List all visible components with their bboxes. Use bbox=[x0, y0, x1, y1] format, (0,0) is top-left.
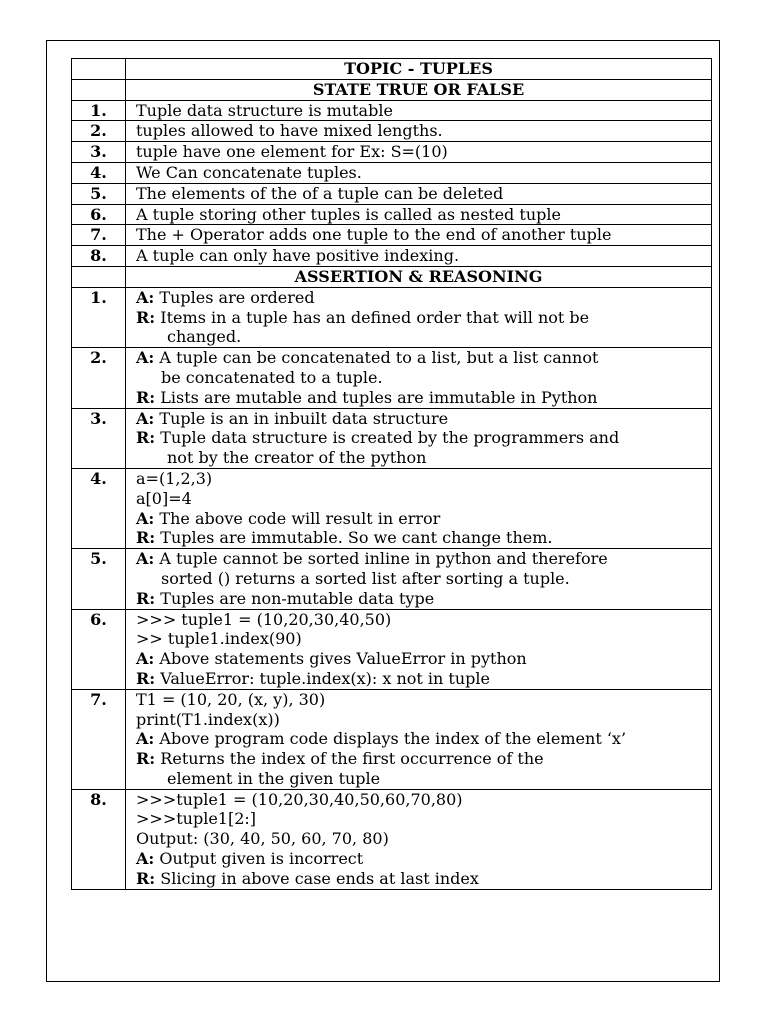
tf-row bbox=[72, 100, 712, 121]
topic-title: TOPIC - TUPLES bbox=[126, 59, 712, 80]
reason-text: Tuple data structure is created by the programmers and bbox=[160, 428, 620, 448]
tuples-worksheet-table bbox=[71, 58, 712, 890]
reason-line bbox=[136, 528, 707, 548]
ar-row-content bbox=[126, 348, 712, 408]
ar-section-heading: ASSERTION & REASONING bbox=[126, 266, 712, 287]
assertion-text: The above code will result in error bbox=[159, 508, 441, 528]
code-line: a[0]=4 bbox=[136, 488, 192, 508]
reason-tag: R: bbox=[136, 588, 156, 608]
ar-row-number: 2. bbox=[72, 348, 126, 408]
code-line: a=(1,2,3) bbox=[136, 468, 213, 488]
reason-line bbox=[136, 308, 707, 328]
assertion-text: Above statements gives ValueError in python bbox=[159, 649, 527, 669]
reason-line bbox=[136, 428, 707, 448]
tf-row bbox=[72, 183, 712, 204]
assertion-text: Output given is incorrect bbox=[159, 849, 364, 869]
ar-row-number: 3. bbox=[72, 408, 126, 468]
reason-tag: R: bbox=[136, 428, 156, 448]
assertion-line bbox=[136, 409, 707, 429]
topic-row bbox=[72, 59, 712, 80]
tf-heading-num-cell bbox=[72, 79, 126, 100]
ar-heading-row bbox=[72, 266, 712, 287]
assertion-text: Above program code displays the index of the element ‘x’ bbox=[159, 729, 627, 749]
reason-line bbox=[136, 749, 707, 769]
assertion-text-continued: sorted () returns a sorted list after sorting a tuple. bbox=[161, 568, 570, 588]
code-line: >>> tuple1 = (10,20,30,40,50) bbox=[136, 609, 392, 629]
tf-row-number: 1. bbox=[72, 100, 126, 121]
tf-row-number: 8. bbox=[72, 246, 126, 267]
reason-text: Slicing in above case ends at last index bbox=[160, 868, 479, 888]
assertion-line bbox=[136, 509, 707, 529]
code-line: >> tuple1.index(90) bbox=[136, 629, 302, 649]
assertion-tag: A: bbox=[136, 408, 155, 428]
reason-tag: R: bbox=[136, 868, 156, 888]
reason-tag: R: bbox=[136, 387, 156, 407]
ar-row bbox=[72, 348, 712, 408]
assertion-line bbox=[136, 288, 707, 308]
code-line: Output: (30, 40, 50, 60, 70, 80) bbox=[136, 829, 389, 849]
topic-num-cell bbox=[72, 59, 126, 80]
reason-line bbox=[136, 388, 707, 408]
assertion-line bbox=[136, 348, 707, 368]
assertion-text-continued: be concatenated to a tuple. bbox=[161, 367, 383, 387]
assertion-text: A tuple cannot be sorted inline in python and therefore bbox=[159, 549, 608, 569]
tf-row bbox=[72, 142, 712, 163]
ar-row-content bbox=[126, 609, 712, 689]
assertion-tag: A: bbox=[136, 348, 155, 368]
assertion-tag: A: bbox=[136, 508, 155, 528]
reason-tag: R: bbox=[136, 528, 156, 548]
assertion-line bbox=[136, 549, 707, 569]
tf-row-statement: A tuple storing other tuples is called as nested tuple bbox=[126, 204, 712, 225]
tf-heading-row bbox=[72, 79, 712, 100]
reason-text: Returns the index of the first occurrence of the bbox=[160, 749, 544, 769]
tf-row-number: 3. bbox=[72, 142, 126, 163]
tf-row-number: 6. bbox=[72, 204, 126, 225]
ar-row-content bbox=[126, 789, 712, 889]
code-line: print(T1.index(x)) bbox=[136, 709, 280, 729]
ar-row-content bbox=[126, 468, 712, 548]
assertion-tag: A: bbox=[136, 549, 155, 569]
ar-row-number: 6. bbox=[72, 609, 126, 689]
reason-tag: R: bbox=[136, 749, 156, 769]
code-line: T1 = (10, 20, (x, y), 30) bbox=[136, 689, 326, 709]
code-line: >>>tuple1[2:] bbox=[136, 809, 257, 829]
ar-row-number: 5. bbox=[72, 549, 126, 609]
assertion-line bbox=[136, 649, 707, 669]
ar-row-number: 1. bbox=[72, 287, 126, 347]
ar-row-content bbox=[126, 408, 712, 468]
reason-text: Items in a tuple has an defined order that will not be bbox=[160, 307, 590, 327]
reason-text: Tuples are non-mutable data type bbox=[160, 588, 435, 608]
ar-row-content bbox=[126, 689, 712, 789]
tf-row-number: 2. bbox=[72, 121, 126, 142]
ar-row bbox=[72, 287, 712, 347]
tf-row-statement: We Can concatenate tuples. bbox=[126, 162, 712, 183]
ar-row-number: 4. bbox=[72, 468, 126, 548]
reason-text-continued: element in the given tuple bbox=[167, 768, 381, 788]
ar-row-content bbox=[126, 287, 712, 347]
assertion-text: Tuples are ordered bbox=[159, 287, 315, 307]
tf-row-statement: Tuple data structure is mutable bbox=[126, 100, 712, 121]
assertion-line bbox=[136, 849, 707, 869]
reason-line bbox=[136, 589, 707, 609]
tf-row bbox=[72, 225, 712, 246]
tf-row-statement: tuples allowed to have mixed lengths. bbox=[126, 121, 712, 142]
tf-row-number: 7. bbox=[72, 225, 126, 246]
ar-heading-num-cell bbox=[72, 266, 126, 287]
code-line: >>>tuple1 = (10,20,30,40,50,60,70,80) bbox=[136, 789, 463, 809]
tf-row-statement: The elements of the of a tuple can be deleted bbox=[126, 183, 712, 204]
assertion-text: A tuple can be concatenated to a list, but a list cannot bbox=[159, 348, 599, 368]
assertion-tag: A: bbox=[136, 649, 155, 669]
ar-row bbox=[72, 468, 712, 548]
ar-row bbox=[72, 609, 712, 689]
reason-tag: R: bbox=[136, 307, 156, 327]
ar-row-number: 8. bbox=[72, 789, 126, 889]
tf-row-number: 4. bbox=[72, 162, 126, 183]
ar-row-number: 7. bbox=[72, 689, 126, 789]
tf-row-statement: A tuple can only have positive indexing. bbox=[126, 246, 712, 267]
tf-row-number: 5. bbox=[72, 183, 126, 204]
tf-row bbox=[72, 204, 712, 225]
reason-line bbox=[136, 869, 707, 889]
assertion-tag: A: bbox=[136, 849, 155, 869]
tf-row-statement: tuple have one element for Ex: S=(10) bbox=[126, 142, 712, 163]
assertion-tag: A: bbox=[136, 729, 155, 749]
ar-row bbox=[72, 689, 712, 789]
tf-row-statement: The + Operator adds one tuple to the end of another tuple bbox=[126, 225, 712, 246]
tf-row bbox=[72, 162, 712, 183]
ar-row-content bbox=[126, 549, 712, 609]
reason-text: ValueError: tuple.index(x): x not in tuple bbox=[160, 668, 490, 688]
reason-text-continued: changed. bbox=[167, 327, 242, 347]
reason-text: Tuples are immutable. So we cant change them. bbox=[160, 528, 553, 548]
reason-tag: R: bbox=[136, 668, 156, 688]
assertion-line bbox=[136, 729, 707, 749]
assertion-text: Tuple is an in inbuilt data structure bbox=[159, 408, 449, 428]
assertion-tag: A: bbox=[136, 287, 155, 307]
ar-row bbox=[72, 789, 712, 889]
tf-section-heading: STATE TRUE OR FALSE bbox=[126, 79, 712, 100]
ar-row bbox=[72, 408, 712, 468]
reason-line bbox=[136, 669, 707, 689]
ar-row bbox=[72, 549, 712, 609]
tf-row bbox=[72, 246, 712, 267]
reason-text: Lists are mutable and tuples are immutable in Python bbox=[160, 387, 598, 407]
tf-row bbox=[72, 121, 712, 142]
reason-text-continued: not by the creator of the python bbox=[167, 448, 427, 468]
